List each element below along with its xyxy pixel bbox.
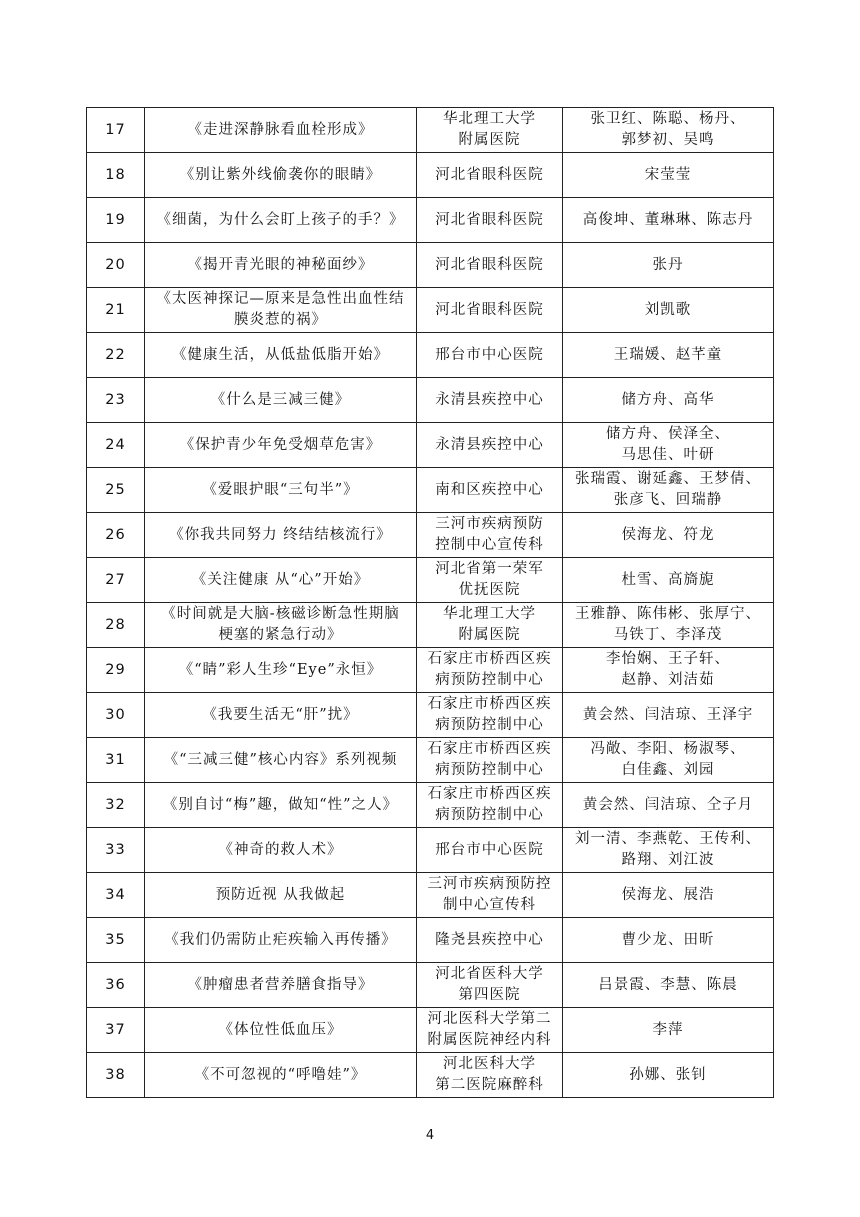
authors [563, 288, 774, 333]
organization [417, 558, 563, 603]
authors [563, 558, 774, 603]
work-title [145, 873, 417, 918]
organization-line: 石家庄市桥西区疾 [427, 786, 552, 802]
work-title-line: 预防近视 从我做起 [215, 886, 346, 903]
authors-line: 刘一清、李燕乾、王传利、 [575, 831, 761, 847]
organization [417, 243, 563, 288]
organization-line: 南和区疾控中心 [435, 481, 544, 498]
organization-line: 制中心宣传科 [443, 897, 536, 913]
table-row [87, 648, 774, 693]
authors [563, 1053, 774, 1098]
authors-line: 黄会然、闫洁琼、仝子月 [582, 796, 754, 813]
work-title [145, 648, 417, 693]
organization-line: 病预防控制中心 [435, 717, 544, 733]
authors-line: 刘凯歌 [644, 301, 692, 318]
organization [417, 963, 563, 1008]
organization-line: 石家庄市桥西区疾 [427, 651, 552, 667]
authors [563, 603, 774, 648]
organization-line: 河北省眼科医院 [435, 166, 544, 183]
organization-line: 邢台市中心医院 [435, 841, 544, 858]
authors-line: 路翔、刘江波 [621, 852, 715, 868]
work-title [145, 468, 417, 513]
organization-line: 病预防控制中心 [435, 762, 544, 778]
work-title-line: 《我要生活无“肝”扰》 [202, 706, 359, 723]
table-row [87, 1053, 774, 1098]
row-number: 19 [87, 198, 145, 243]
table-row [87, 378, 774, 423]
page-number: 4 [425, 1128, 435, 1143]
table-row [87, 873, 774, 918]
row-number: 28 [87, 603, 145, 648]
organization-line: 河北省第一荣军 [435, 561, 544, 577]
organization-line: 河北省眼科医院 [435, 301, 544, 318]
authors-line: 马思佳、叶研 [621, 447, 715, 463]
authors [563, 333, 774, 378]
organization-line: 石家庄市桥西区疾 [427, 741, 552, 757]
authors [563, 423, 774, 468]
organization [417, 873, 563, 918]
work-title [145, 963, 417, 1008]
authors-line: 王雅静、陈伟彬、张厚宁、 [575, 606, 761, 622]
authors-line: 储方舟、侯泽全、 [606, 426, 730, 442]
row-number: 35 [87, 918, 145, 963]
row-number: 32 [87, 783, 145, 828]
row-number: 37 [87, 1008, 145, 1053]
work-title-line: 《揭开青光眼的神秘面纱》 [187, 256, 374, 273]
organization [417, 333, 563, 378]
table-row [87, 783, 774, 828]
work-title-line: 《肿瘤患者营养膳食指导》 [187, 976, 374, 993]
table-row [87, 108, 774, 153]
work-title [145, 783, 417, 828]
table-row [87, 513, 774, 558]
authors-line: 冯敞、李阳、杨淑琴、 [590, 741, 746, 757]
row-number: 33 [87, 828, 145, 873]
authors-line: 孙娜、张钊 [629, 1066, 707, 1083]
authors-line: 王瑞媛、赵芊童 [613, 346, 723, 363]
table-row [87, 738, 774, 783]
organization-line: 病预防控制中心 [435, 672, 544, 688]
table-row [87, 828, 774, 873]
row-number: 21 [87, 288, 145, 333]
table-row [87, 333, 774, 378]
work-title [145, 828, 417, 873]
organization-line: 河北省眼科医院 [435, 256, 544, 273]
work-title-line: 《太医神探记—原来是急性出血性结 [156, 291, 405, 307]
organization [417, 153, 563, 198]
authors [563, 738, 774, 783]
row-number: 31 [87, 738, 145, 783]
table-row [87, 423, 774, 468]
work-title [145, 288, 417, 333]
organization [417, 693, 563, 738]
authors [563, 693, 774, 738]
authors [563, 963, 774, 1008]
organization-line: 石家庄市桥西区疾 [427, 696, 552, 712]
authors [563, 378, 774, 423]
work-title-line: 《别让紫外线偷袭你的眼睛》 [179, 166, 382, 183]
work-title [145, 513, 417, 558]
organization-line: 优抚医院 [458, 582, 521, 598]
row-number: 22 [87, 333, 145, 378]
work-title-line: 《神奇的救人术》 [218, 841, 343, 858]
row-number: 18 [87, 153, 145, 198]
work-title-line: 《走进深静脉看血栓形成》 [187, 121, 374, 138]
organization [417, 378, 563, 423]
row-number: 20 [87, 243, 145, 288]
organization-line: 河北省眼科医院 [435, 211, 544, 228]
authors-line: 宋莹莹 [644, 166, 692, 183]
organization-line: 附属医院 [458, 627, 521, 643]
authors-line: 李萍 [652, 1021, 684, 1038]
organization [417, 1053, 563, 1098]
row-number: 29 [87, 648, 145, 693]
work-title [145, 153, 417, 198]
authors-line: 郭梦初、吴鸣 [621, 132, 715, 148]
work-title-line: 《时间就是大脑-核磁诊断急性期脑 [161, 606, 400, 622]
work-title [145, 243, 417, 288]
authors-line: 张瑞霞、谢延鑫、王梦倩、 [575, 471, 761, 487]
authors [563, 783, 774, 828]
authors-line: 杜雪、高旖旎 [621, 571, 715, 588]
table-row [87, 918, 774, 963]
row-number: 36 [87, 963, 145, 1008]
row-number: 23 [87, 378, 145, 423]
organization-line: 隆尧县疾控中心 [435, 931, 544, 948]
table-row [87, 963, 774, 1008]
work-title [145, 738, 417, 783]
organization [417, 828, 563, 873]
organization-line: 第二医院麻醉科 [435, 1077, 544, 1093]
organization [417, 918, 563, 963]
authors [563, 513, 774, 558]
work-title [145, 108, 417, 153]
work-title [145, 423, 417, 468]
organization-line: 控制中心宣传科 [435, 537, 544, 553]
authors [563, 198, 774, 243]
row-number: 26 [87, 513, 145, 558]
work-title [145, 918, 417, 963]
row-number: 38 [87, 1053, 145, 1098]
work-title-line: 《不可忽视的“呼噜娃”》 [194, 1066, 367, 1083]
authors-line: 张彦飞、回瑞静 [613, 492, 723, 508]
organization-line: 河北医科大学第二 [427, 1011, 552, 1027]
authors-line: 侯海龙、符龙 [621, 526, 715, 543]
authors-line: 吕景霞、李慧、陈晨 [598, 976, 738, 993]
organization [417, 108, 563, 153]
organization [417, 738, 563, 783]
organization-line: 三河市疾病预防控 [427, 876, 552, 892]
organization-line: 河北省医科大学 [435, 966, 544, 982]
work-title-line: 《爱眼护眼“三句半”》 [202, 481, 359, 498]
organization-line: 华北理工大学 [443, 111, 536, 127]
row-number: 30 [87, 693, 145, 738]
organization [417, 513, 563, 558]
organization [417, 423, 563, 468]
authors-line: 李怡娴、王子轩、 [606, 651, 730, 667]
table-row [87, 468, 774, 513]
authors [563, 1008, 774, 1053]
works-table-body [87, 108, 774, 1098]
organization-line: 华北理工大学 [443, 606, 536, 622]
table-row [87, 153, 774, 198]
organization [417, 783, 563, 828]
organization-line: 附属医院 [458, 132, 521, 148]
organization [417, 1008, 563, 1053]
authors [563, 468, 774, 513]
work-title-line: 《别自讨“梅”趣，做知“性”之人》 [162, 796, 399, 813]
work-title-line: 《关注健康 从“心”开始》 [191, 571, 370, 588]
organization [417, 603, 563, 648]
row-number: 25 [87, 468, 145, 513]
work-title-line: 《健康生活，从低盐低脂开始》 [172, 346, 389, 363]
authors [563, 648, 774, 693]
work-title [145, 378, 417, 423]
authors [563, 918, 774, 963]
row-number: 24 [87, 423, 145, 468]
organization [417, 198, 563, 243]
work-title-line: 《什么是三减三健》 [210, 391, 351, 408]
work-title [145, 333, 417, 378]
organization-line: 永清县疾控中心 [435, 391, 544, 408]
work-title [145, 198, 417, 243]
table-row [87, 693, 774, 738]
authors-line: 储方舟、高华 [621, 391, 715, 408]
work-title-line: 《“三减三健”核心内容》系列视频 [163, 751, 398, 768]
organization-line: 第四医院 [458, 987, 521, 1003]
row-number: 17 [87, 108, 145, 153]
work-title-line: 《你我共同努力 终结结核流行》 [169, 526, 392, 543]
authors-line: 张丹 [652, 256, 684, 273]
work-title [145, 603, 417, 648]
table-row [87, 1008, 774, 1053]
row-number: 27 [87, 558, 145, 603]
table-row [87, 198, 774, 243]
organization-line: 附属医院神经内科 [427, 1032, 552, 1048]
organization [417, 468, 563, 513]
work-title-line: 梗塞的紧急行动》 [218, 627, 343, 643]
work-title-line: 《保护青少年免受烟草危害》 [179, 436, 382, 453]
authors-line: 赵静、刘洁茹 [621, 672, 715, 688]
work-title [145, 693, 417, 738]
work-title-line: 《细菌，为什么会盯上孩子的手？》 [156, 211, 405, 228]
authors [563, 243, 774, 288]
authors-line: 侯海龙、展浩 [621, 886, 715, 903]
work-title [145, 558, 417, 603]
row-number: 34 [87, 873, 145, 918]
authors [563, 153, 774, 198]
authors-line: 马铁丁、李泽茂 [613, 627, 723, 643]
organization-line: 永清县疾控中心 [435, 436, 544, 453]
authors [563, 828, 774, 873]
authors-line: 黄会然、闫洁琼、王泽宇 [582, 706, 754, 723]
work-title-line: 《我们仍需防止疟疾输入再传播》 [164, 931, 397, 948]
work-title [145, 1053, 417, 1098]
table-row [87, 558, 774, 603]
table-row [87, 288, 774, 333]
authors-line: 曹少龙、田昕 [621, 931, 715, 948]
organization [417, 648, 563, 693]
authors-line: 白佳鑫、刘园 [621, 762, 715, 778]
authors-line: 张卫红、陈聪、杨丹、 [590, 111, 746, 127]
organization-line: 河北医科大学 [443, 1056, 536, 1072]
organization-line: 邢台市中心医院 [435, 346, 544, 363]
work-title [145, 1008, 417, 1053]
authors [563, 108, 774, 153]
authors [563, 873, 774, 918]
organization-line: 三河市疾病预防 [435, 516, 544, 532]
works-table [86, 107, 774, 1098]
table-row [87, 243, 774, 288]
work-title-line: 膜炎惹的祸》 [234, 312, 327, 328]
work-title-line: 《体位性低血压》 [218, 1021, 343, 1038]
authors-line: 高俊坤、董琳琳、陈志丹 [582, 211, 754, 228]
work-title-line: 《“睛”彩人生珍“Eye”永恒》 [178, 661, 383, 678]
organization [417, 288, 563, 333]
organization-line: 病预防控制中心 [435, 807, 544, 823]
table-row [87, 603, 774, 648]
